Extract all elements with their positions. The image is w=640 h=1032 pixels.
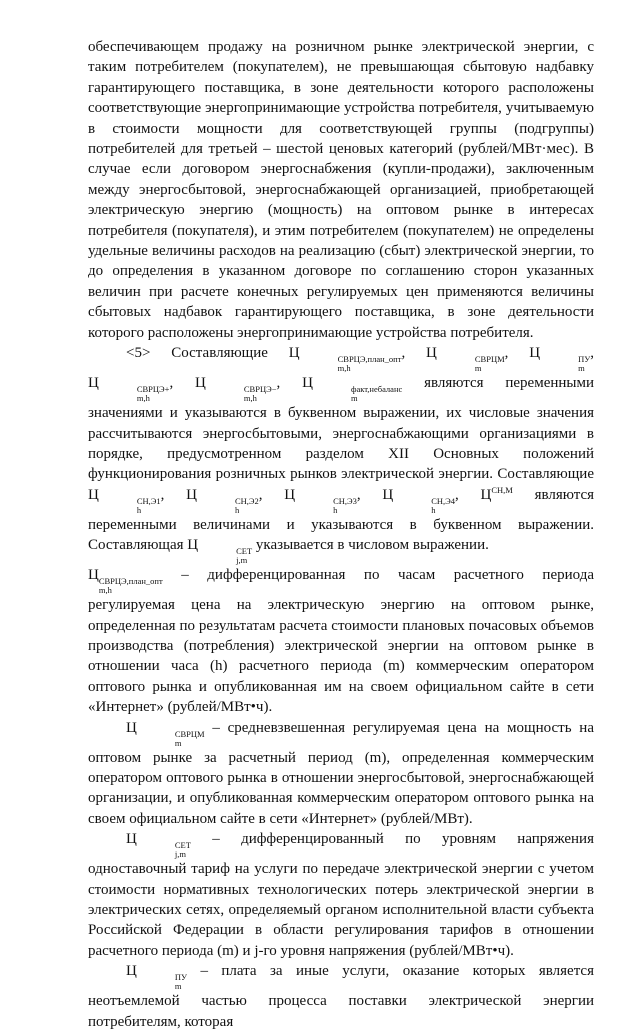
symbol-c-sn-e3: Ц СН,Э3 h xyxy=(284,486,357,515)
definition-symbol: Ц ПУ m xyxy=(126,963,188,992)
symbol-c-fakt-nebalans: Ц факт,небаланс m xyxy=(302,375,403,404)
symbol-c-sn-e2: Ц СН,Э2 h xyxy=(186,486,259,515)
symbol-c-svrce-plus: Ц СВРЦЭ+ m,h xyxy=(88,375,170,404)
footnote-5-text-2: являются переменными величинами и указываются в буквенном выражении. Составляющая xyxy=(88,486,595,554)
symbol-c-svrcm: Ц СВРЦМ m xyxy=(426,345,505,374)
definition-svrce-plan-opt xyxy=(88,565,594,717)
footnote-5-lead: <5> Составляющие xyxy=(126,345,289,362)
definition-set xyxy=(88,829,594,961)
definition-pu xyxy=(88,961,594,1032)
symbol-c-sn-e1: Ц СН,Э1 h xyxy=(88,486,161,515)
definition-text: – дифференцированный по уровням напряжения одноставочный тариф на услуги по передаче электрической энергии с учетом стоимости нормативных технологических потерь электрической энергии в электрических сетях, определяемый органом исполнительной власти субъекта Российской Федерации в области регулирования тарифов в отношении расчетного периода (m) и j-го уровня напряжения (рублей/МВт•ч). xyxy=(88,831,594,959)
definition-text: – средневзвешенная регулируемая цена на мощность на оптовом рынке за расчетный период (m), определенная коммерческим оператором оптового рынка в отношении энергосбытовой, энергоснабжающей организации, и опубликованная коммерческим оператором оптового рынка на своем официальном сайте в сети «Интернет» (рублей/МВт). xyxy=(88,719,594,827)
footnote-5-text-3: указывается в числовом выражении. xyxy=(252,537,489,554)
definition-symbol: Ц СВРЦМ m xyxy=(126,719,205,748)
symbol-c-svrce-minus: Ц СВРЦЭ− m,h xyxy=(195,375,277,404)
footnote-5-text-1: являются переменными значениями и указываются в буквенном выражении, их числовые значения рассчитываются энергосбытовыми, энергоснабжающими организациями в порядке, предусмотренном разделом XII Основных положений функционирования розничных рынков электрической энергии. Составляющие xyxy=(88,375,595,483)
symbol-c-sn-e4: Ц СН,Э4 h xyxy=(382,486,456,515)
paragraph-retail-markup: обеспечивающем продажу на розничном рынке электрической энергии, с таким потребителем (покупателем), не превышающая сбытовую надбавку гарантирующего поставщика, в зоне деятельности которого расположены соответствующие энергопринимающие устройства потребителя, учитываемую в стоимости мощности для соответствующей группы (подгруппы) потребителей для третьей – шестой ценовых категорий (рублей/МВт·мес). В случае если договором энергоснабжения (купли-продажи), заключенным между энергосбытовой, энергоснабжающей организацией, приобретающей электрическую энергию (мощность) на оптовом рынке в интересах потребителя (покупателя), и этим потребителем (покупателем) не определены удельные величины расходов на реализацию (сбыт) электрической энергии, то до определения в указанном договоре по соглашению сторон указанных величин при расчете конечных регулируемых цен применяются величины сбытовых надбавок гарантирующего поставщика, в зоне деятельности которого расположены энергопринимающие устройства потребителя. xyxy=(88,39,594,341)
symbol-c-set: Ц СЕТ j,m xyxy=(187,537,253,566)
definition-text: – дифференцированная по часам расчетного периода регулируемая цена на электрическую энергию на оптовом рынке, определенная по результатам расчета стоимости плановых почасовых объемов производства (потребления) электрической энергии на оптовом рынке в отношении часа (h) расчетного периода (m) коммерческим оператором оптового рынка и опубликованная им на своем официальном сайте в сети «Интернет» (рублей/МВт•ч). xyxy=(88,567,594,716)
definition-text: – плата за иные услуги, оказание которых является неотъемлемой частью процесса поставки электрической энергии потребителям, которая xyxy=(88,963,594,1030)
symbol-c-sn-m: $Ц^{СН,М}$ xyxy=(480,484,513,503)
document-page xyxy=(88,37,594,1032)
footnote-5-paragraph: <5> Составляющие Ц СВРЦЭ,план_опт m,h , Ц СВРЦМ m , Ц ПУ m , Ц СВРЦЭ+ m,h , Ц СВРЦЭ− m,h , Ц факт,небаланс m являются переменными значениями и указываются в буквенном выражении, их числовые значения рассчитываются энергосбытовыми, энергоснабжающими организациями в порядке, предусмотренном разделом XII Основных положений функционирования розничных рынков электрической энергии. Составляющие Ц СН,Э1 h , Ц СН,Э2 h , Ц СН,Э3 h , Ц СН,Э4 h , $Ц^{СН,М}$ являются переменными величинами и указываются в буквенном выражении. Составляющая Ц СЕТ j,m указывается в числовом выражении. xyxy=(88,345,595,566)
symbol-c-svrce-plan-opt: Ц СВРЦЭ,план_опт m,h xyxy=(288,345,402,374)
definition-symbol: Ц СЕТ j,m xyxy=(126,831,191,860)
symbol-c-pu: Ц ПУ m xyxy=(529,345,591,374)
definition-svrcm xyxy=(88,718,594,830)
definition-symbol: Ц СВРЦЭ,план_опт m,h xyxy=(88,567,163,596)
